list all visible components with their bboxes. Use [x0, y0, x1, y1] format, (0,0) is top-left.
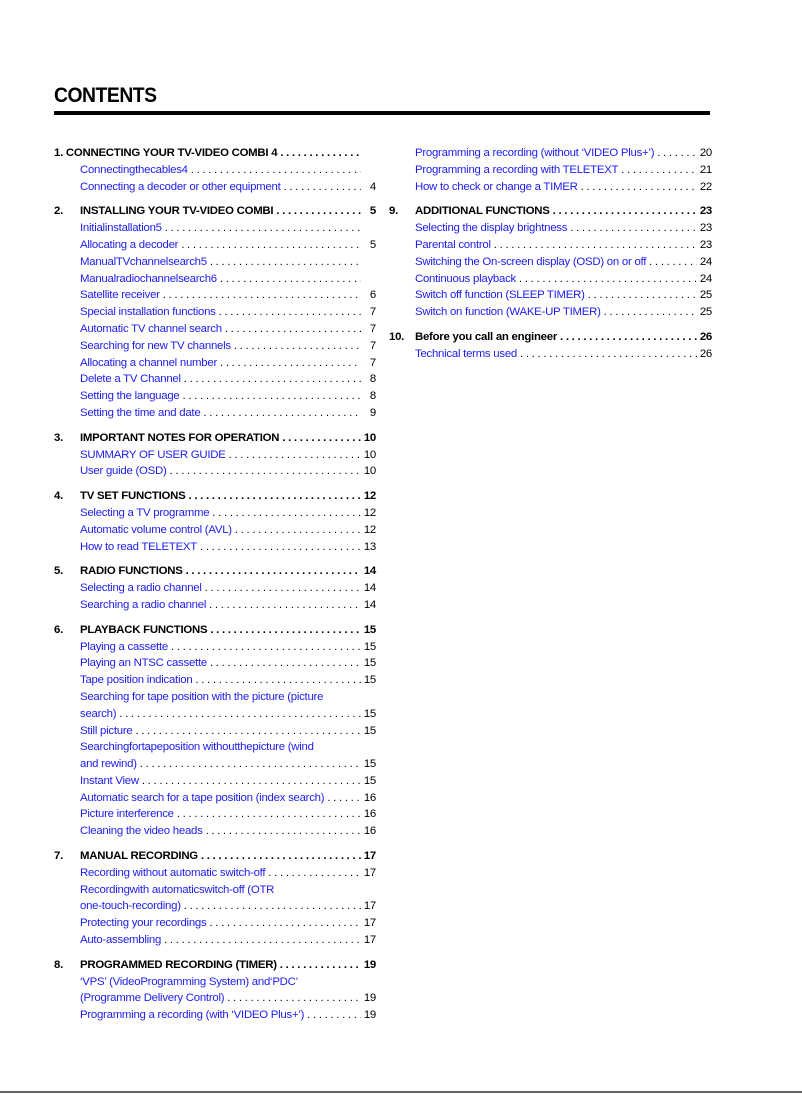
toc-entry[interactable]	[54, 522, 376, 539]
entry-title: User guide (OSD)	[80, 465, 167, 478]
page-number: 14	[363, 565, 376, 578]
page-number: 15	[363, 707, 376, 720]
entry-title: Instant View	[80, 774, 139, 787]
dot-leader	[220, 355, 361, 372]
page-number: 14	[363, 598, 376, 611]
dot-leader	[210, 655, 361, 672]
entry-title: Programming a recording (without ‘VIDEO Plus+’)	[415, 147, 655, 159]
entry-title: Continuous playback	[415, 272, 516, 285]
page-number: 9	[369, 406, 376, 419]
toc-entry[interactable]	[54, 672, 376, 689]
page-number: 23	[699, 238, 712, 251]
dot-leader	[229, 447, 361, 464]
page-number: 17	[363, 850, 376, 863]
section-title: PLAYBACK FUNCTIONS	[80, 623, 208, 636]
section-number: 9.	[389, 205, 398, 218]
dot-leader	[183, 388, 361, 405]
dot-leader	[163, 287, 361, 304]
entry-title: Still picture	[80, 724, 133, 737]
page-number: 22	[699, 180, 712, 193]
entry-title: Satellite receiver	[80, 289, 160, 302]
page-number: 19	[363, 1009, 376, 1022]
entry-title: Connecting a decoder or other equipment	[80, 180, 281, 193]
dot-leader	[209, 597, 361, 614]
toc-entry[interactable]	[54, 655, 376, 672]
dot-leader	[604, 304, 697, 321]
dot-leader	[186, 563, 361, 580]
page-number: 24	[699, 255, 712, 268]
toc-entry[interactable]	[54, 254, 376, 271]
dot-leader	[581, 179, 697, 196]
entry-title: Picture interference	[80, 808, 174, 821]
page-number: 8	[369, 373, 376, 386]
toc-entry[interactable]	[54, 865, 376, 882]
dot-leader	[188, 488, 360, 505]
section-title: MANUAL RECORDING	[80, 850, 198, 863]
page-number: 15	[363, 657, 376, 670]
page-number: 10	[363, 465, 376, 478]
toc-entry[interactable]	[54, 405, 376, 422]
page-number: 20	[699, 147, 712, 159]
entry-title: Technical terms used	[415, 347, 517, 360]
page-number: 6	[369, 289, 376, 302]
entry-title: ‘VPS’ (VideoProgramming System) and‘PDC’	[80, 975, 298, 988]
section-title: INSTALLING YOUR TV-VIDEO COMBI	[80, 205, 274, 218]
dot-leader	[280, 957, 361, 974]
dot-leader	[276, 203, 361, 220]
page-number: 13	[363, 540, 376, 553]
toc-entry[interactable]	[389, 271, 712, 288]
toc-entry[interactable]	[54, 1007, 376, 1024]
dot-leader	[307, 1007, 361, 1024]
dot-leader	[206, 823, 361, 840]
section-number: 8.	[54, 958, 63, 971]
dot-leader	[282, 430, 361, 447]
page-number: 15	[363, 623, 376, 636]
dot-leader	[227, 990, 361, 1007]
toc-entry[interactable]	[54, 338, 376, 355]
entry-title: Recordingwith automaticswitch-off (OTR	[80, 883, 275, 896]
dot-leader	[210, 254, 361, 271]
toc-entry[interactable]	[54, 237, 376, 254]
entry-title: Playing a cassette	[80, 640, 168, 653]
page-number: 17	[363, 917, 376, 930]
entry-title: Switch on function (WAKE-UP TIMER)	[415, 306, 601, 319]
toc-section	[389, 203, 712, 220]
toc-entry[interactable]	[54, 355, 376, 372]
entry-title: SUMMARY OF USER GUIDE	[80, 448, 226, 461]
page-number: 24	[699, 272, 712, 285]
section-number: 6.	[54, 623, 63, 636]
dot-leader	[135, 723, 360, 740]
toc-entry[interactable]	[54, 756, 376, 773]
entry-title: Initialinstallation5	[80, 222, 162, 235]
entry-title: Auto-assembling	[80, 934, 162, 947]
toc-entry[interactable]	[54, 739, 376, 756]
toc-entry[interactable]	[54, 539, 376, 556]
toc-entry[interactable]	[54, 463, 376, 480]
toc-entry[interactable]	[54, 220, 376, 237]
toc-entry[interactable]	[54, 806, 376, 823]
toc-section	[389, 329, 712, 346]
dot-leader	[225, 321, 361, 338]
section-number: 10.	[389, 330, 405, 343]
toc-entry[interactable]	[54, 371, 376, 388]
dot-leader	[170, 463, 361, 480]
page-number: 10	[363, 431, 376, 444]
entry-title: Searchingfortapeposition withoutthepicture (wind	[80, 741, 314, 754]
entry-title: Programming a recording with TELETEXT	[415, 163, 619, 176]
entry-title: Setting the language	[80, 390, 180, 403]
entry-title: Allocating a channel number	[80, 356, 217, 369]
dot-leader	[140, 756, 361, 773]
page-title: CONTENTS	[54, 84, 157, 107]
entry-title: Parental control	[415, 238, 491, 251]
dot-leader	[280, 145, 361, 162]
toc-entry[interactable]	[54, 505, 376, 522]
entry-title: Automatic search for a tape position (index search)	[80, 791, 325, 804]
page-number: 7	[369, 322, 376, 335]
dot-leader	[181, 237, 361, 254]
toc-entry[interactable]	[54, 915, 376, 932]
entry-title: Selecting a TV programme	[80, 506, 210, 519]
toc-entry[interactable]	[54, 162, 376, 179]
dot-leader	[209, 915, 360, 932]
entry-title: Protecting your recordings	[80, 917, 207, 930]
toc-entry[interactable]	[54, 974, 376, 991]
dot-leader	[327, 790, 361, 807]
dot-leader	[570, 220, 697, 237]
page-number: 17	[363, 900, 376, 913]
page-number: 7	[369, 339, 376, 352]
toc-entry[interactable]	[54, 597, 376, 614]
section-number: 4.	[54, 490, 63, 503]
entry-title: Searching for tape position with the picture (picture	[80, 690, 324, 703]
dot-leader	[195, 672, 360, 689]
toc-entry[interactable]	[54, 179, 376, 196]
entry-title: Selecting a radio channel	[80, 582, 202, 595]
section-title: TV SET FUNCTIONS	[80, 490, 186, 503]
toc-column-left	[54, 145, 376, 1024]
toc-entry[interactable]	[54, 990, 376, 1007]
dot-leader	[283, 179, 361, 196]
page-number: 23	[699, 222, 712, 235]
page-number: 16	[363, 825, 376, 838]
page-number: 14	[363, 582, 376, 595]
dot-leader	[164, 932, 361, 949]
entry-title: Allocating a decoder	[80, 238, 179, 251]
page-number: 15	[363, 640, 376, 653]
page-number: 17	[363, 934, 376, 947]
entry-title: How to check or change a TIMER	[415, 180, 578, 193]
entry-title: Setting the time and date	[80, 406, 201, 419]
toc-entry[interactable]	[389, 287, 712, 304]
page-number: 15	[363, 758, 376, 771]
toc-entry[interactable]	[54, 932, 376, 949]
page-number: 23	[699, 205, 712, 218]
section-number: 3.	[54, 431, 63, 444]
dot-leader	[119, 706, 361, 723]
entry-title: How to read TELETEXT	[80, 540, 197, 553]
page-number: 19	[363, 958, 376, 971]
entry-title: Tape position indication	[80, 674, 193, 687]
entry-title: search)	[80, 707, 117, 720]
dot-leader	[657, 145, 697, 162]
section-title: IMPORTANT NOTES FOR OPERATION	[80, 431, 280, 444]
section-number: 2.	[54, 205, 63, 218]
toc-section	[54, 430, 376, 447]
dot-leader	[588, 287, 697, 304]
dot-leader	[200, 539, 361, 556]
section-title: 1. CONNECTING YOUR TV-VIDEO COMBI 4	[54, 147, 278, 159]
section-number: 7.	[54, 850, 63, 863]
dot-leader	[219, 304, 361, 321]
dot-leader	[553, 203, 697, 220]
toc-entry[interactable]	[389, 254, 712, 271]
page-number: 7	[369, 356, 376, 369]
toc-entry[interactable]	[389, 179, 712, 196]
toc-section	[54, 145, 376, 162]
toc-entry[interactable]	[54, 773, 376, 790]
entry-title: Playing an NTSC cassette	[80, 657, 207, 670]
dot-leader	[268, 865, 361, 882]
dot-leader	[494, 237, 697, 254]
toc-section	[54, 563, 376, 580]
dot-leader	[201, 848, 361, 865]
dot-leader	[519, 271, 697, 288]
page-number: 5	[369, 205, 376, 218]
entry-title: Delete a TV Channel	[80, 373, 181, 386]
page-bottom-line	[0, 1091, 802, 1093]
dot-leader	[142, 773, 361, 790]
page-number: 10	[363, 448, 376, 461]
entry-title: and rewind)	[80, 758, 137, 771]
toc-entry[interactable]	[389, 237, 712, 254]
toc-entry[interactable]	[389, 220, 712, 237]
page-number: 12	[363, 523, 376, 536]
dot-leader	[560, 329, 697, 346]
entry-title: Automatic volume control (AVL)	[80, 523, 232, 536]
toc-section	[54, 848, 376, 865]
page-number: 16	[363, 791, 376, 804]
dot-leader	[184, 371, 361, 388]
toc-section	[54, 203, 376, 220]
page-number: 12	[363, 506, 376, 519]
dot-leader	[234, 338, 361, 355]
section-title: ADDITIONAL FUNCTIONS	[415, 205, 550, 218]
toc-entry[interactable]	[389, 162, 712, 179]
toc-entry[interactable]	[389, 304, 712, 321]
entry-title: Selecting the display brightness	[415, 222, 568, 235]
entry-title: Searching a radio channel	[80, 598, 207, 611]
section-title: PROGRAMMED RECORDING (TIMER)	[80, 958, 277, 971]
page-number: 7	[369, 306, 376, 319]
toc-entry[interactable]	[54, 898, 376, 915]
entry-title: Special installation functions	[80, 306, 216, 319]
toc-section	[54, 488, 376, 505]
toc-section	[54, 957, 376, 974]
dot-leader	[171, 639, 361, 656]
page-number: 19	[363, 992, 376, 1005]
page-number: 26	[699, 330, 712, 343]
dot-leader	[621, 162, 697, 179]
section-title: Before you call an engineer	[415, 330, 558, 343]
toc-entry[interactable]	[54, 882, 376, 899]
dot-leader	[210, 622, 360, 639]
toc-entry[interactable]	[54, 271, 376, 288]
toc-entry[interactable]	[389, 346, 712, 363]
dot-leader	[177, 806, 361, 823]
dot-leader	[220, 271, 361, 288]
toc-entry[interactable]	[54, 639, 376, 656]
section-number: 5.	[54, 565, 63, 578]
entry-title: ManualTVchannelsearch5	[80, 255, 207, 268]
dot-leader	[184, 898, 361, 915]
page-number: 8	[369, 390, 376, 403]
page-number: 15	[363, 724, 376, 737]
page-number: 16	[363, 808, 376, 821]
entry-title: Connectingthecables4	[80, 163, 188, 176]
toc-entry[interactable]	[54, 823, 376, 840]
page-number: 17	[363, 866, 376, 879]
dot-leader	[165, 220, 361, 237]
page-number: 12	[363, 490, 376, 503]
toc-column-right	[389, 145, 712, 363]
toc-entry[interactable]	[54, 321, 376, 338]
toc-section	[54, 622, 376, 639]
dot-leader	[520, 346, 697, 363]
toc-entry[interactable]	[54, 723, 376, 740]
entry-title: Manualradiochannelsearch6	[80, 272, 217, 285]
page-number: 5	[369, 238, 376, 251]
entry-title: Automatic TV channel search	[80, 322, 222, 335]
toc-entry[interactable]	[54, 790, 376, 807]
entry-title: (Programme Delivery Control)	[80, 992, 225, 1005]
page-number: 15	[363, 774, 376, 787]
page-number: 25	[699, 289, 712, 302]
page-number: 4	[369, 180, 376, 193]
page-number: 21	[699, 163, 712, 176]
section-title: RADIO FUNCTIONS	[80, 565, 183, 578]
dot-leader	[205, 580, 361, 597]
dot-leader	[649, 254, 697, 271]
entry-title: Switching the On-screen display (OSD) on or off	[415, 255, 647, 268]
entry-title: one-touch-recording)	[80, 900, 181, 913]
dot-leader	[191, 162, 361, 179]
page-number: 26	[699, 347, 712, 360]
toc-entry[interactable]	[54, 304, 376, 321]
toc-entry[interactable]	[389, 145, 712, 162]
entry-title: Programming a recording (with ‘VIDEO Plus+’)	[80, 1009, 305, 1022]
toc-entry[interactable]	[54, 287, 376, 304]
dot-leader	[235, 522, 361, 539]
title-rule	[54, 111, 710, 115]
dot-leader	[203, 405, 361, 422]
toc-entry[interactable]	[54, 447, 376, 464]
toc-entry[interactable]	[54, 706, 376, 723]
toc-entry[interactable]	[54, 580, 376, 597]
entry-title: Cleaning the video heads	[80, 825, 203, 838]
page-number: 25	[699, 306, 712, 319]
entry-title: Switch off function (SLEEP TIMER)	[415, 289, 585, 302]
dot-leader	[212, 505, 361, 522]
entry-title: Recording without automatic switch-off	[80, 866, 266, 879]
toc-entry[interactable]	[54, 689, 376, 706]
entry-title: Searching for new TV channels	[80, 339, 231, 352]
toc-entry[interactable]	[54, 388, 376, 405]
page-number: 15	[363, 674, 376, 687]
